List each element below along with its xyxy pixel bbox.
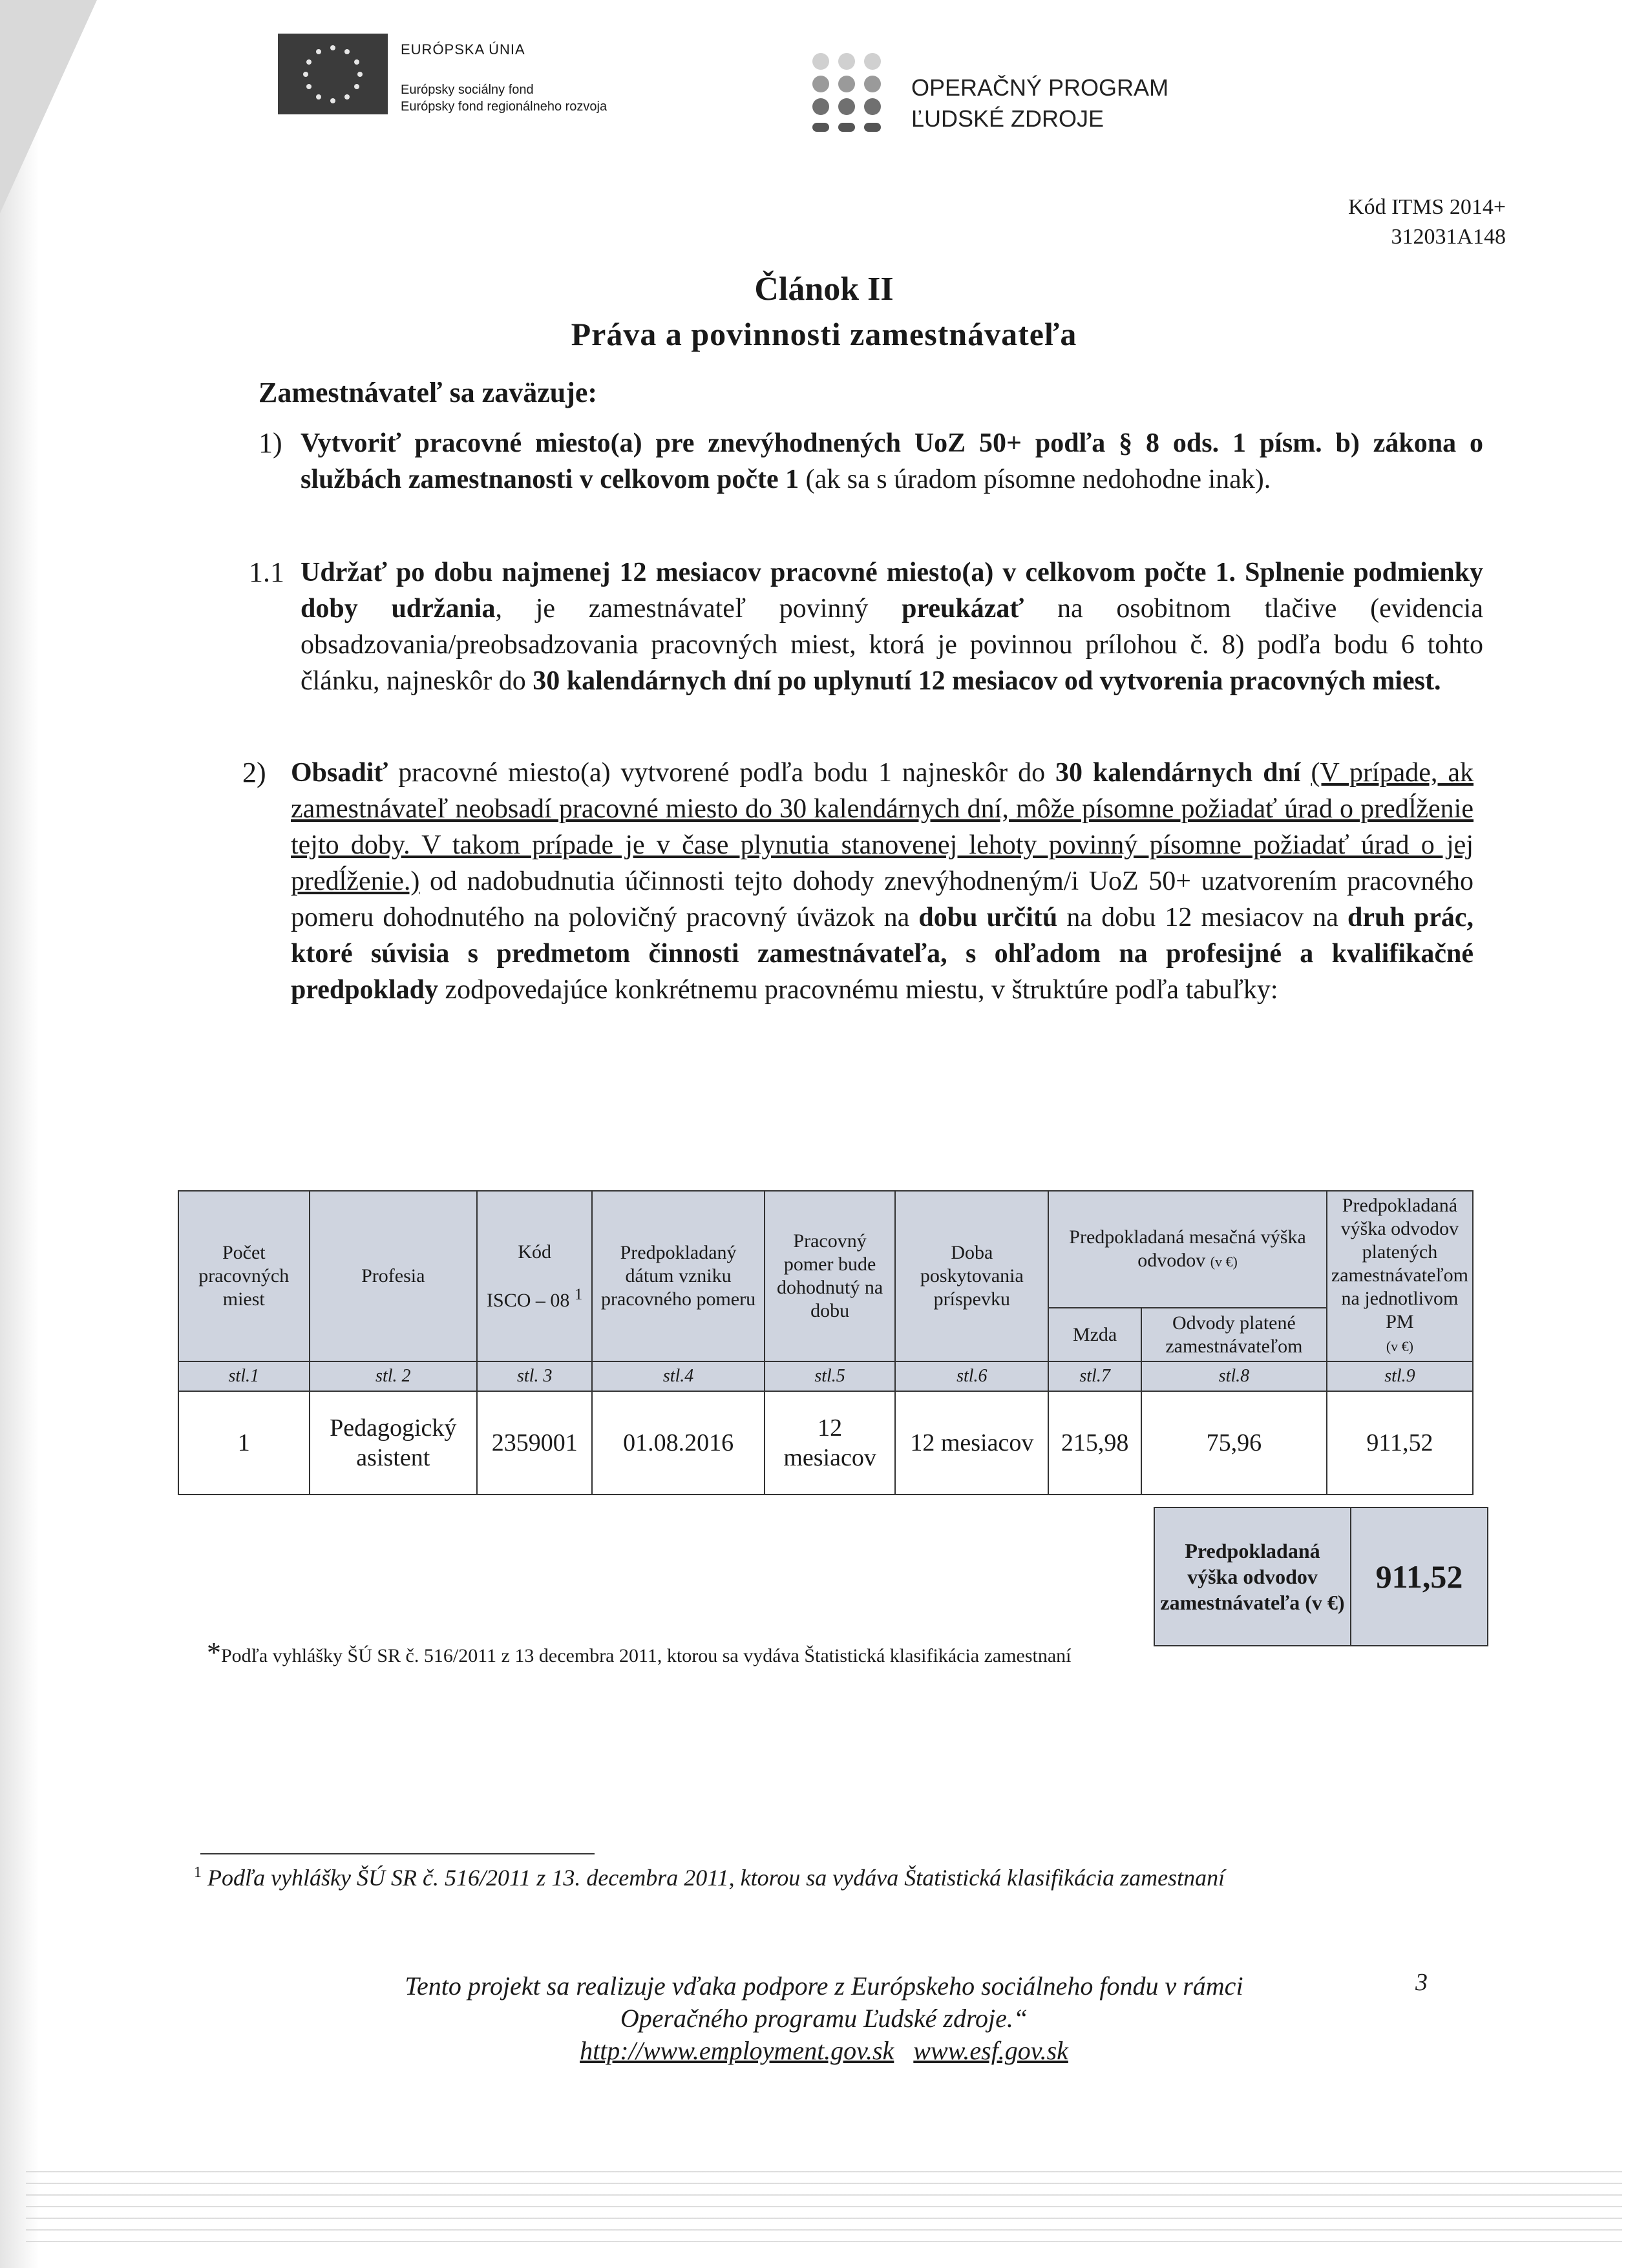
para-1-bold: Vytvoriť pracovné miesto(a) pre znevýhodnených UoZ 50+ podľa § 8 ods. 1 písm. b) zákona o službách zamestnanosti v celkovom počte 1 [301,428,1483,494]
footer-line-1: Tento projekt sa realizuje vďaka podpore z Európskeho sociálneho fondu v rámci [405,1971,1243,2000]
itms-code [1286,193,1506,252]
oplz-logo-icon [808,52,885,136]
header-vyska [1327,1191,1473,1361]
footnote-divider [200,1853,595,1854]
para-2-bold-1: Obsadiť [291,758,388,788]
scan-page-edges [26,2171,1622,2242]
header-profesia: Profesia [310,1191,478,1361]
stl-7: stl.7 [1048,1361,1141,1391]
header-isco-footnote: 1 [574,1285,583,1303]
footer-links [0,2035,1648,2066]
stl-4: stl.4 [592,1361,764,1391]
cell-mzda: 215,98 [1048,1391,1141,1495]
para-1-1 [301,554,1483,699]
eu-fund-2: Európsky fond regionálneho rozvoja [401,100,607,114]
lead-text: Zamestnávateľ sa zaväzuje: [259,377,598,408]
eu-title: EURÓPSKA ÚNIA [401,41,525,58]
para-1 [301,425,1483,498]
scan-corner [0,0,97,213]
table-row [178,1391,1473,1495]
cell-pomer: 12 mesiacov [765,1391,896,1495]
summary-table [1154,1507,1488,1646]
table-note [207,1636,1072,1669]
stl-8: stl.8 [1141,1361,1327,1391]
stl-3: stl. 3 [477,1361,592,1391]
footer-link-esf[interactable]: www.esf.gov.sk [913,2036,1068,2065]
header-odvody: Odvody platené zamestnávateľom [1141,1308,1327,1361]
footer-line-2: Operačného programu Ľudské zdroje.“ [620,2004,1028,2033]
header-isco-text: ISCO – 08 [487,1289,570,1311]
para-2-text-1: pracovné miesto(a) vytvorené podľa bodu 1 najneskôr do [388,758,1055,788]
article-heading: Práva a povinnosti zamestnávateľa [571,316,1077,352]
header-isco-label [481,1283,587,1312]
header-doba: Doba poskytovania príspevku [895,1191,1048,1361]
page-number: 3 [1415,1969,1428,1996]
oplz-line-2: ĽUDSKÉ ZDROJE [911,105,1104,132]
stl-9: stl.9 [1327,1361,1473,1391]
para-2-text-4: zodpovedajúce konkrétnemu pracovnému miestu, v štruktúre podľa tabuľky: [438,975,1278,1005]
itms-line-2: 312031A148 [1391,225,1506,249]
cell-vyska: 911,52 [1327,1391,1473,1495]
para-1-1-bold-1: Udržať po dobu najmenej 12 mesiacov pracovné miesto(a) v celkovom počte 1. Splnenie podmienky doby udržania [301,558,1483,624]
header-mzda: Mzda [1048,1308,1141,1361]
para-2-underlined: (V prípade, ak zamestnávateľ neobsadí pracovné miesto do 30 kalendárnych dní, môže písomne požiadať úrad o predĺženie tejto doby. V takom prípade je v čase plynutia stanovenej lehoty povinný písomne požiadať úrad o jej predĺženie.) [291,758,1474,896]
eu-flag-icon [278,34,388,114]
header-kod [477,1191,592,1361]
header-mesacna [1048,1191,1327,1308]
summary-label: Predpokladaná výška odvodov zamestnávateľa (v €) [1154,1507,1351,1646]
para-2-number: 2) [242,757,266,788]
para-2-text-3: na dobu 12 mesiacov na [1057,903,1348,932]
cell-datum: 01.08.2016 [592,1391,764,1495]
oplz-line-1: OPERAČNÝ PROGRAM [911,74,1169,101]
note-asterisk: * [207,1637,221,1668]
para-1-number: 1) [259,427,282,459]
header-mesacna-label: Predpokladaná mesačná výška odvodov [1069,1226,1306,1271]
article-title: Článok II [754,271,894,308]
para-2-bold-4: druh prác, ktoré súvisia s predmetom činnosti zamestnávateľa, s ohľadom na profesijné a kvalifikačné predpoklady [291,903,1474,1005]
column-index-row [178,1361,1473,1391]
header-vyska-label: Predpokladaná výška odvodov platených zamestnávateľom na jednotlivom PM [1331,1195,1468,1332]
para-1-1-bold-3: 30 kalendárnych dní po uplynutí 12 mesiacov od vytvorenia pracovných miest. [533,666,1441,696]
header-kod-label: Kód [518,1241,552,1263]
para-2-text-2: od nadobudnutia účinnosti tejto dohody znevýhodneným/i UoZ 50+ uzatvorením pracovného pomeru dohodnutého na polovičný pracovný úväzok na [291,866,1474,932]
eu-fund-1: Európsky sociálny fond [401,83,534,97]
stl-5: stl.5 [765,1361,896,1391]
stl-6: stl.6 [895,1361,1048,1391]
para-1-1-text-1: , je zamestnávateľ povinný [495,594,902,624]
eu-logo [278,34,666,124]
para-1-1-text-2: na osobitnom tlačive (evidencia obsadzovania/preobsadzovania pracovných miest, ktorá je povinnou prílohou č. 8) podľa bodu 6 tohto článku, najneskôr do [301,594,1483,696]
cell-odvody: 75,96 [1141,1391,1327,1495]
cell-kod: 2359001 [477,1391,592,1495]
cell-doba: 12 mesiacov [895,1391,1048,1495]
para-2-bold-3: dobu určitú [918,903,1058,932]
para-2-bold-2: 30 kalendárnych dní [1055,758,1301,788]
footnote-text: Podľa vyhlášky ŠÚ SR č. 516/2011 z 13. decembra 2011, ktorou sa vydáva Štatistická klasifikácia zamestnaní [207,1865,1225,1891]
note-text: Podľa vyhlášky ŠÚ SR č. 516/2011 z 13 decembra 2011, ktorou sa vydáva Štatistická klasifikácia zamestnaní [221,1645,1072,1666]
para-2 [291,755,1474,1008]
stl-2: stl. 2 [310,1361,478,1391]
para-1-1-bold-2: preukázať [902,594,1024,624]
summary-value: 911,52 [1351,1507,1488,1646]
header-mesacna-unit: (v €) [1210,1253,1238,1270]
stl-1: stl.1 [178,1361,310,1391]
cell-pocet: 1 [178,1391,310,1495]
header-datum: Predpokladaný dátum vzniku pracovného pomeru [592,1191,764,1361]
header-pocet: Počet pracovných miest [178,1191,310,1361]
header-pomer: Pracovný pomer bude dohodnutý na dobu [765,1191,896,1361]
para-1-1-number: 1.1 [249,556,284,588]
footnote-mark: 1 [194,1864,202,1881]
para-1-text: (ak sa s úradom písomne nedohodne inak). [799,465,1271,494]
positions-table [178,1190,1474,1495]
cell-profesia: Pedagogický asistent [310,1391,478,1495]
header-vyska-unit: (v €) [1386,1338,1413,1354]
oplz-title [911,72,1168,134]
footer-link-employment[interactable]: http://www.employment.gov.sk [580,2036,894,2065]
footnote [194,1864,1225,1891]
itms-line-1: Kód ITMS 2014+ [1348,195,1506,219]
